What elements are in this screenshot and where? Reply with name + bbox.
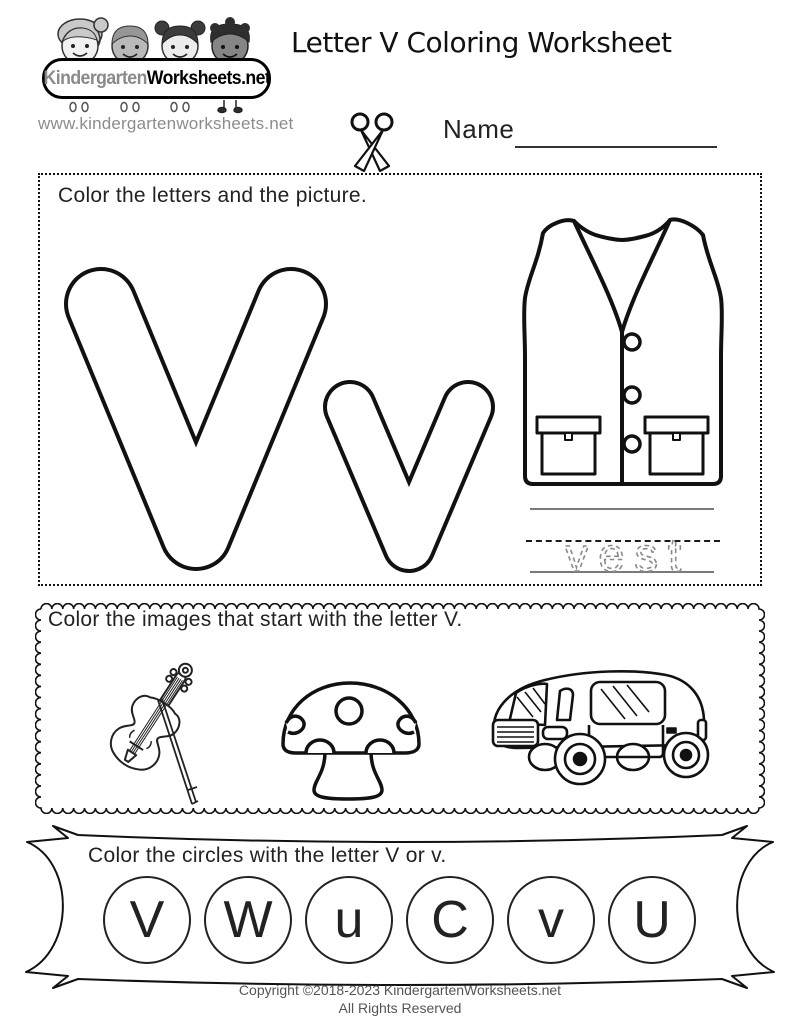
circle-letter: v [538, 891, 564, 949]
bubble-letter-V [57, 257, 335, 585]
mushroom-illustration [278, 678, 424, 804]
letter-circle-5 [507, 876, 595, 964]
letter-circle-2 [204, 876, 292, 964]
bubble-letter-v [317, 374, 499, 579]
section2-instruction: Color the images that start with the letter V. [48, 608, 463, 631]
van-illustration [483, 665, 715, 795]
circle-letter: C [431, 891, 469, 949]
logo-sign [42, 58, 271, 99]
circle-letter: u [334, 891, 364, 949]
violin-illustration [72, 638, 232, 816]
letter-circle-3 [305, 876, 393, 964]
circle-letter: V [129, 891, 165, 949]
rights-line: All Rights Reserved [338, 1000, 462, 1016]
name-row [443, 114, 514, 145]
letter-circle-1 [103, 876, 191, 964]
vest-illustration [507, 202, 739, 497]
letter-circle-6 [608, 876, 696, 964]
logo-text-kindergarten: Kindergarten [43, 67, 147, 89]
trace-word [532, 522, 724, 580]
circle-letter: W [223, 891, 273, 949]
svg-text:vest: vest [564, 528, 692, 580]
page-title: Letter V Coloring Worksheet [291, 26, 672, 59]
copyright-line: Copyright ©2018-2023 KindergartenWorksheets.net [238, 982, 562, 998]
site-logo [38, 10, 294, 140]
section1-instruction: Color the letters and the picture. [58, 184, 368, 207]
circle-letter: U [633, 891, 671, 949]
name-label: Name [443, 114, 515, 144]
name-write-line [515, 146, 717, 148]
letter-circle-4 [406, 876, 494, 964]
website-url: www.kindergartenworksheets.net [38, 114, 294, 133]
logo-text-worksheets: Worksheets.net [146, 67, 270, 89]
section-color-images [35, 603, 765, 814]
scissors-icon [343, 110, 401, 174]
section-color-letters [38, 173, 762, 586]
logo-text [43, 68, 270, 90]
footer [0, 981, 800, 1017]
writing-line-top [530, 508, 714, 510]
section3-instruction: Color the circles with the letter V or v. [88, 844, 447, 867]
